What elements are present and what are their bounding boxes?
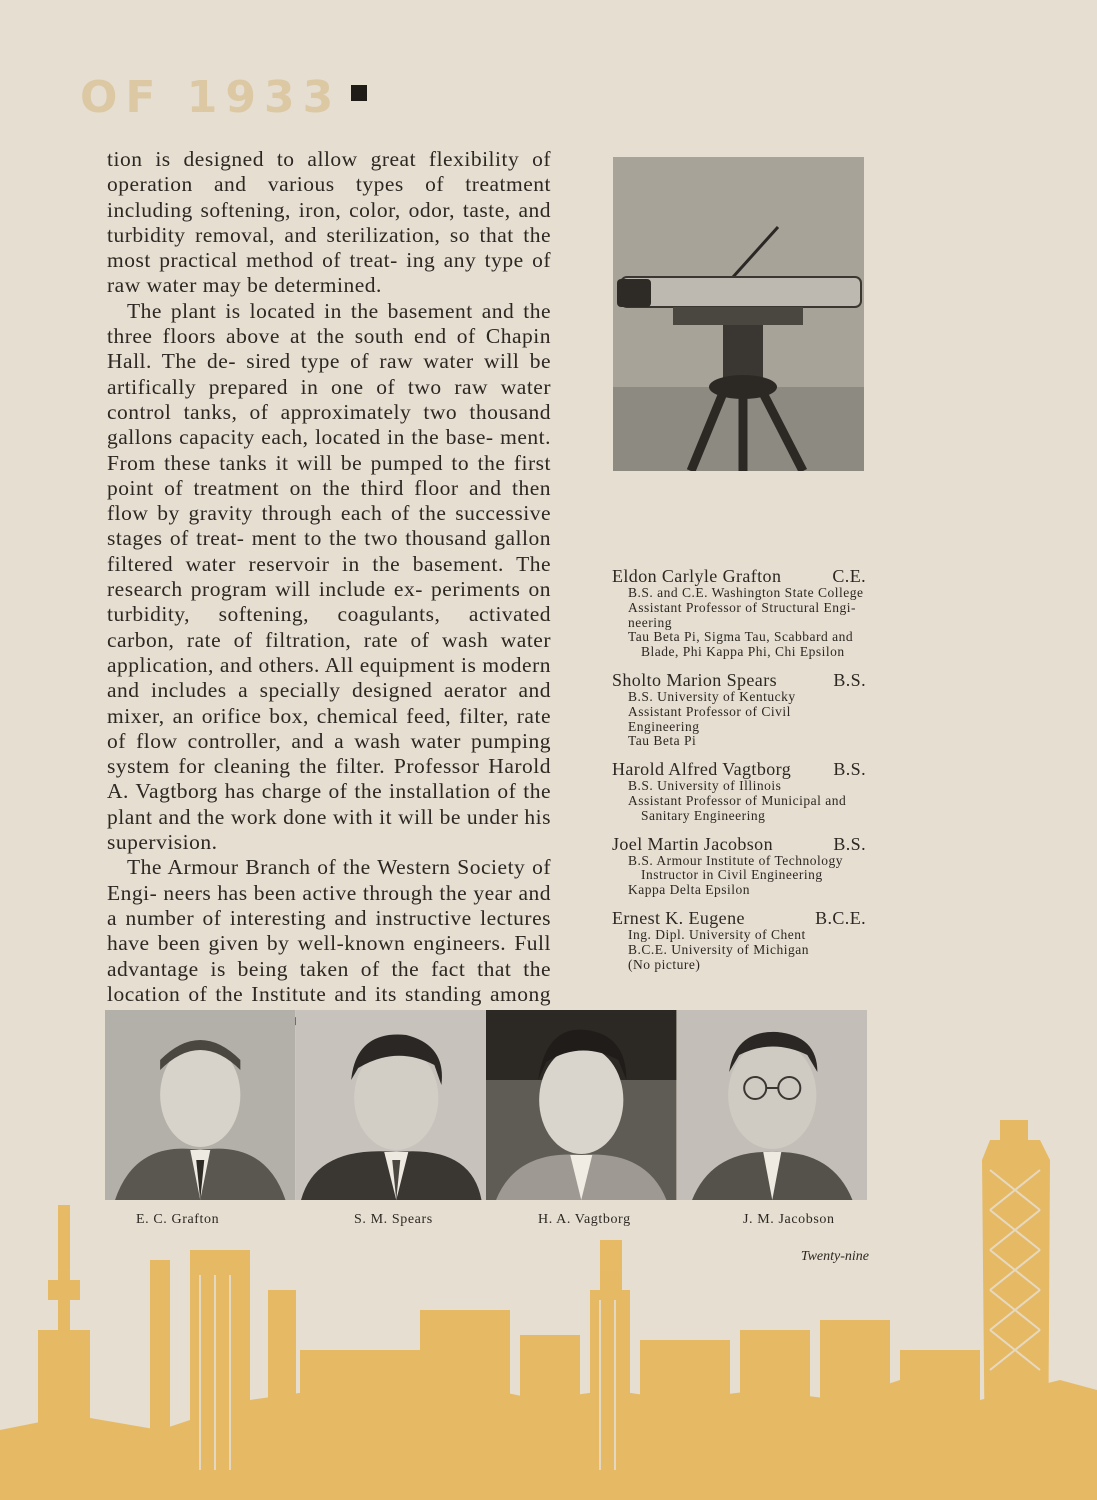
- faculty-detail: neering: [628, 614, 672, 630]
- faculty-detail: Blade, Phi Kappa Phi, Chi Epsilon: [641, 644, 845, 660]
- faculty-name: Sholto Marion Spears: [612, 669, 777, 690]
- faculty-entry: [612, 908, 866, 972]
- square-ornament-icon: [351, 85, 367, 101]
- faculty-detail: B.S. Armour Institute of Technology: [628, 852, 844, 868]
- faculty-detail: Assistant Professor of Structural Engi-: [628, 599, 856, 615]
- faculty-degree: B.S.: [833, 669, 866, 690]
- surveying-instrument-photo: [613, 157, 864, 471]
- header-title: OF 1933: [80, 72, 342, 123]
- faculty-name: Eldon Carlyle Grafton: [612, 566, 782, 586]
- faculty-detail: Tau Beta Pi: [628, 733, 697, 749]
- page-number: Twenty-nine: [800, 1249, 869, 1264]
- faculty-detail: Assistant Professor of Municipal and: [628, 792, 847, 808]
- faculty-name: Joel Martin Jacobson: [612, 833, 773, 854]
- page-header: [80, 72, 367, 123]
- faculty-name: Ernest K. Eugene: [612, 907, 745, 928]
- faculty-detail: Tau Beta Pi, Sigma Tau, Scabbard and: [628, 629, 854, 645]
- faculty-detail: Kappa Delta Epsilon: [628, 882, 750, 898]
- faculty-detail: (No picture): [628, 956, 701, 972]
- faculty-detail: Assistant Professor of Civil Engineering: [628, 703, 791, 734]
- faculty-detail: Instructor in Civil Engineering: [641, 867, 823, 883]
- faculty-entry: [612, 759, 866, 823]
- world-fair-skyline-illustration: [0, 1100, 1097, 1500]
- faculty-detail: B.S. University of Kentucky: [628, 688, 796, 704]
- faculty-name: Harold Alfred Vagtborg: [612, 759, 792, 780]
- article-text: [107, 147, 551, 1083]
- caption-vagtborg: H. A. Vagtborg: [538, 1212, 631, 1227]
- paragraph-3: The Armour Branch of the Western Society of Engi- neers has been active through the year and a number of interesting and instructive lectures have been given by well-known engineers. Full advantage is being taken of the fact that the location of the Institute and its standing among: [107, 855, 551, 1006]
- faculty-detail: B.C.E. University of Michigan: [628, 941, 809, 957]
- faculty-degree: B.S.: [833, 833, 866, 854]
- caption-grafton: E. C. Grafton: [136, 1212, 220, 1227]
- faculty-entry: [612, 834, 866, 898]
- faculty-entry: [612, 670, 866, 749]
- faculty-detail: Sanitary Engineering: [641, 807, 766, 823]
- faculty-degree: B.S.: [833, 759, 866, 780]
- paragraph-1: tion is designed to allow great flexibility of operation and various types of treatment including softening, iron, color, odor, taste, and turbidity removal, and sterilization, so that the most practical method of treat- ing any type of raw water may be determined.: [107, 147, 551, 298]
- faculty-entry: [612, 566, 866, 660]
- caption-spears: S. M. Spears: [354, 1212, 433, 1227]
- faculty-list: [612, 566, 866, 982]
- caption-jacobson: J. M. Jacobson: [743, 1212, 835, 1227]
- faculty-degree: C.E.: [832, 566, 866, 586]
- faculty-detail: B.S. University of Illinois: [628, 778, 782, 794]
- faculty-degree: B.C.E.: [815, 907, 866, 928]
- paragraph-2: The plant is located in the basement and the three floors above at the south end of Chapin Hall. The de- sired type of raw water will be artifically prepared in one of two raw water control tanks, of approximately two thousand gallons capacity each, located in the base- ment. From these tanks it will be pumped to the first point of treatment on the third floor and then flow by gravity through each of the successive stages of treat- ment to the two thousand gallon filtered water reservoir in the basement. The research program will include ex- periments on turbidity, softening, coagulants, activated carbon, rate of filtration, rate of wash water application, and others. All equipment is modern and includes a specially designed aerator and mixer, an orifice box, chemical feed, filter, rate of flow controller, and a wash water pumping system for cleaning the filter. Professor Harold A. Vagtborg has charge of the installation of the plant and the work done with it will be under his supervision.: [107, 298, 551, 855]
- faculty-detail: Ing. Dipl. University of Chent: [628, 926, 806, 942]
- faculty-detail: B.S. and C.E. Washington State College: [628, 585, 864, 600]
